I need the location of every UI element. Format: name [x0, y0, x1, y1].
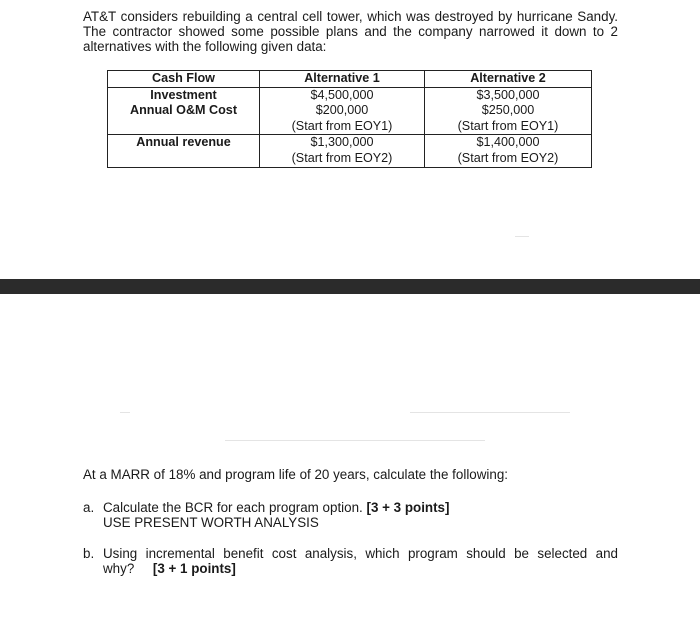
- cash-flow-table: [107, 70, 592, 168]
- scan-smudge: [120, 412, 130, 413]
- question-a-body: [103, 500, 618, 530]
- alt1-om-note: (Start from EOY1): [291, 118, 393, 133]
- page-divider-bar: [0, 279, 700, 294]
- question-a-points: [3 + 3 points]: [366, 500, 450, 515]
- alt1-revenue-cell: [260, 135, 425, 167]
- alt2-om-cost: $250,000: [481, 103, 535, 118]
- intro-paragraph: AT&T considers rebuilding a central cell tower, which was destroyed by hurricane Sandy. The contractor showed some possible plans and the company narrowed it down to 2 alternatives with the following given data:: [83, 9, 618, 55]
- question-b-letter: b.: [83, 546, 95, 561]
- alt1-investment: $4,500,000: [310, 87, 374, 102]
- alt2-om-note: (Start from EOY1): [457, 118, 559, 133]
- label-investment: Investment: [150, 87, 217, 102]
- table-row-costs: [108, 87, 592, 135]
- header-cash-flow: Cash Flow: [108, 71, 260, 88]
- question-a: [83, 500, 618, 530]
- scan-smudge: [410, 412, 570, 413]
- question-a-text: Calculate the BCR for each program option.: [103, 500, 363, 515]
- scan-smudge: [225, 440, 485, 441]
- revenue-label-cell: [108, 135, 260, 167]
- question-b: [83, 546, 618, 576]
- alt1-revenue-note: (Start from EOY2): [291, 150, 393, 165]
- table-header-row: [108, 71, 592, 88]
- question-b-body: [103, 546, 618, 576]
- alt1-om-cost: $200,000: [315, 103, 369, 118]
- questions-intro: At a MARR of 18% and program life of 20 years, calculate the following:: [83, 467, 508, 482]
- scan-smudge: [515, 236, 529, 237]
- alt2-revenue-cell: [425, 135, 592, 167]
- table-row-revenue: [108, 135, 592, 167]
- alt1-revenue: $1,300,000: [310, 135, 374, 150]
- header-alternative-2: Alternative 2: [425, 71, 592, 88]
- alt2-revenue-note: (Start from EOY2): [457, 150, 559, 165]
- alt2-investment: $3,500,000: [476, 87, 540, 102]
- alt2-revenue: $1,400,000: [476, 135, 540, 150]
- alt2-costs-cell: [425, 87, 592, 135]
- label-om-cost: Annual O&M Cost: [129, 103, 238, 118]
- question-b-text: Using incremental benefit cost analysis, which program should be selected and why?: [103, 546, 618, 577]
- label-revenue: Annual revenue: [136, 135, 231, 150]
- question-a-note: USE PRESENT WORTH ANALYSIS: [103, 515, 319, 531]
- question-b-points: [3 + 1 points]: [152, 561, 236, 577]
- cost-labels-cell: [108, 87, 260, 135]
- header-alternative-1: Alternative 1: [260, 71, 425, 88]
- question-a-letter: a.: [83, 500, 95, 515]
- alt1-costs-cell: [260, 87, 425, 135]
